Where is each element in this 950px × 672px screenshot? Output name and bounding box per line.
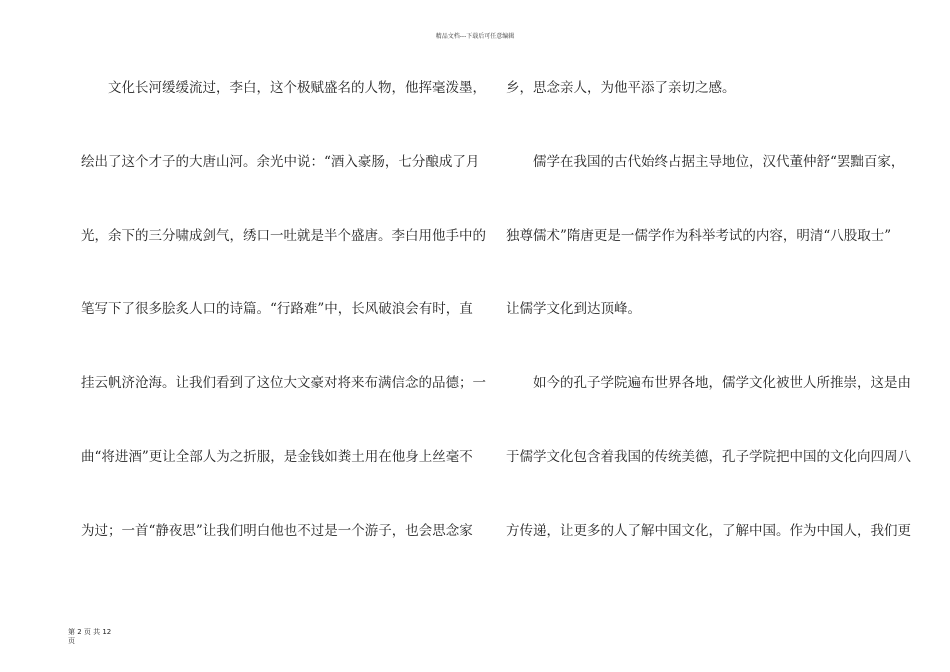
right-column [506, 78, 911, 595]
text-line: 光，余下的三分啸成剑气，绣口一吐就是半个盛唐。李白用他手中的 [81, 227, 486, 244]
page-header: 精品文档---下载后可任意编辑 [435, 33, 515, 40]
text-line: 乡，思念亲人，为他平添了亲切之感。 [506, 80, 736, 96]
text-line: 于儒学文化包含着我国的传统美德，孔子学院把中国的文化向四周八 [506, 448, 911, 465]
text-line: 挂云帆济沧海。让我们看到了这位大文豪对将来布满信念的品德；一 [81, 375, 486, 392]
text-line: 绘出了这个才子的大唐山河。余光中说：“酒入豪肠，七分酿成了月 [81, 153, 480, 170]
text-line: 方传递，让更多的人了解中国文化，了解中国。作为中国人，我们更 [506, 522, 911, 539]
text-line: 为过；一首“静夜思”让我们明白他也不过是一个游子，也会思念家 [81, 522, 473, 539]
left-column [81, 78, 486, 595]
text-line: 如今的孔子学院遍布世界各地，儒学文化被世人所推崇，这是由 [533, 375, 911, 392]
text-line: 独尊儒术”隋唐更是一儒学作为科举考试的内容，明清“八股取士” [506, 227, 892, 244]
text-line: 笔写下了很多脍炙人口的诗篇。“行路难”中，长风破浪会有时，直 [81, 301, 473, 318]
text-line: 儒学在我国的古代始终占据主导地位，汉代董仲舒“罢黜百家， [533, 153, 905, 170]
text-line: 让儒学文化到达顶峰。 [506, 301, 641, 318]
text-line: 文化长河缓缓流过，李白，这个极赋盛名的人物，他挥毫泼墨， [108, 80, 486, 96]
page-number-footer: 第 2 页 共 12 页 [68, 628, 112, 645]
text-line: 曲“将进酒”更让全部人为之折服，是金钱如粪土用在他身上丝毫不 [81, 448, 473, 465]
